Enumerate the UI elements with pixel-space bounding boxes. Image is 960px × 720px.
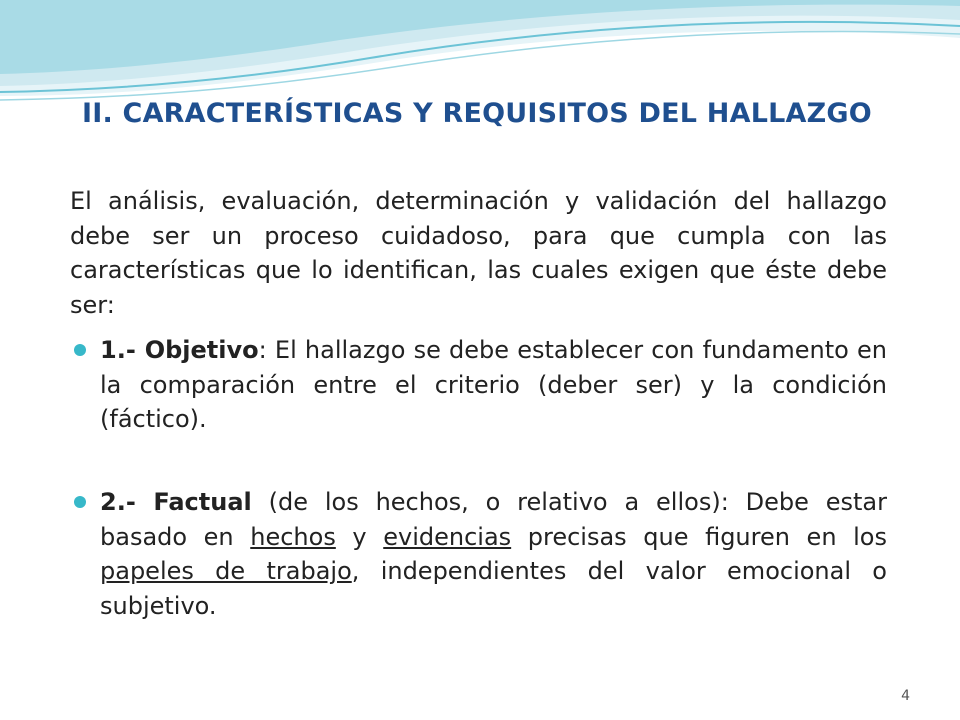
- bullet-dot-icon: [74, 344, 86, 356]
- bullet-text: precisas que figuren en los: [511, 522, 887, 551]
- bullet-content: [100, 333, 887, 437]
- bullet-item-objetivo: [70, 333, 887, 437]
- bullet-label: 2.- Factual: [100, 488, 252, 516]
- bullet-text: , independientes del valor emocional o subjetivo.: [100, 557, 887, 620]
- header-wave-decoration: [0, 0, 960, 110]
- underlined-term-papeles: papeles de trabajo: [100, 557, 352, 585]
- bullet-content: [100, 485, 887, 623]
- bullet-text: : El hallazgo se debe establecer con fundamento en la comparación entre el criterio (deber ser) y la condición (fáctico).: [100, 336, 888, 433]
- slide-title: II. CARACTERÍSTICAS Y REQUISITOS DEL HALLAZGO: [82, 98, 872, 129]
- underlined-term-hechos: hechos: [250, 522, 336, 551]
- underlined-term-evidencias: evidencias: [383, 522, 512, 551]
- bullet-label: 1.- Objetivo: [100, 336, 259, 364]
- bullet-text: y: [335, 522, 384, 551]
- page-number: 4: [901, 688, 910, 704]
- intro-paragraph: El análisis, evaluación, determinación y validación del hallazgo debe ser un proceso cuidadoso, para que cumpla con las características que lo identifican, las cuales exigen que éste debe ser:: [70, 187, 887, 319]
- bullet-text: (de los hechos, o relativo a ellos): Debe estar basado en: [100, 488, 887, 551]
- bullet-item-factual: [70, 485, 887, 623]
- bullet-dot-icon: [74, 496, 86, 508]
